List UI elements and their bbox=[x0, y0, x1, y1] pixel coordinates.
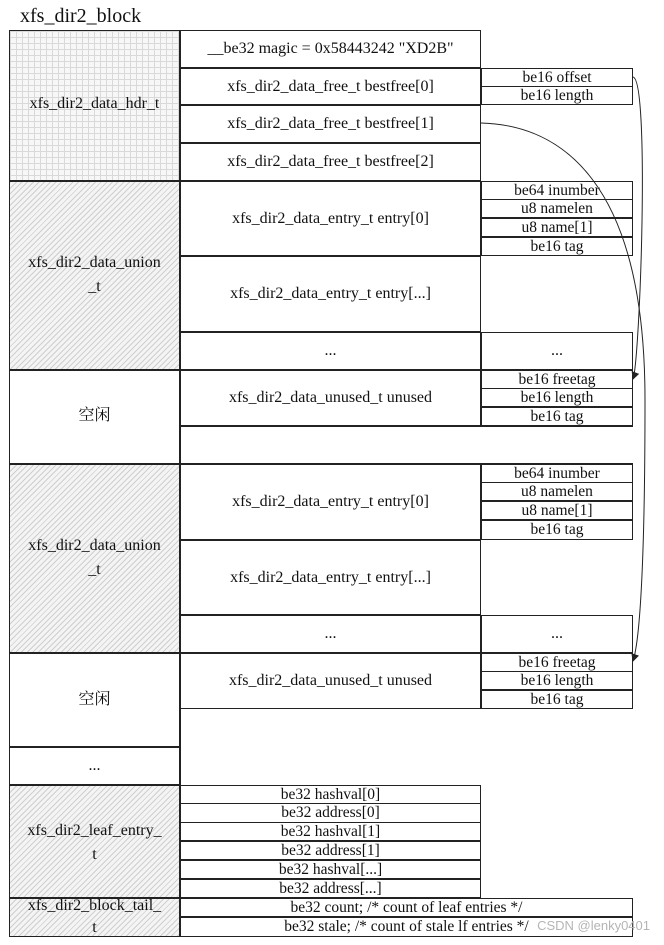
bestfree-0: xfs_dir2_data_free_t bestfree[0] bbox=[180, 68, 481, 105]
tail-stale: be32 stale; /* count of stale lf entries */ bbox=[180, 917, 633, 937]
unused-length-1: be16 length bbox=[481, 388, 633, 407]
entry-0-box-2: xfs_dir2_data_entry_t entry[0] bbox=[180, 464, 481, 540]
unused-tag-2: be16 tag bbox=[481, 690, 633, 709]
bestfree-1: xfs_dir2_data_free_t bestfree[1] bbox=[180, 105, 481, 143]
entry-ellipsis-right-2: ... bbox=[481, 615, 633, 653]
unused-freetag-1: be16 freetag bbox=[481, 370, 633, 389]
entry-n-box-2: xfs_dir2_data_entry_t entry[...] bbox=[180, 540, 481, 615]
arrow-bestfree1-to-unused2 bbox=[481, 123, 645, 661]
entry-tag-1: be16 tag bbox=[481, 237, 633, 256]
entry-n-box-1: xfs_dir2_data_entry_t entry[...] bbox=[180, 256, 481, 332]
leaf-address-1: be32 address[1] bbox=[180, 841, 481, 860]
unused-length-2: be16 length bbox=[481, 671, 633, 690]
diagram-title: xfs_dir2_block bbox=[20, 5, 142, 27]
entry-0-box-1: xfs_dir2_data_entry_t entry[0] bbox=[180, 181, 481, 256]
entry-inumber-2: be64 inumber bbox=[481, 464, 633, 483]
mid-ellipsis: ... bbox=[88, 757, 101, 774]
tail-count: be32 count; /* count of leaf entries */ bbox=[180, 898, 633, 917]
magic-field: __be32 magic = 0x58443242 "XD2B" bbox=[180, 30, 481, 68]
entry-namelen-1: u8 namelen bbox=[481, 199, 633, 218]
entry-tag-2: be16 tag bbox=[481, 520, 633, 540]
entry-name-1: u8 name[1] bbox=[481, 218, 633, 237]
free-length-field: be16 length bbox=[481, 86, 633, 105]
watermark: CSDN @lenky0401 bbox=[537, 918, 650, 933]
unused-box-2: xfs_dir2_data_unused_t unused bbox=[180, 653, 481, 709]
leaf-hashval-1: be32 hashval[1] bbox=[180, 822, 481, 841]
leaf-address-n: be32 address[...] bbox=[180, 879, 481, 898]
free-label-2: 空闲 bbox=[78, 691, 111, 708]
leaf-hashval-0: be32 hashval[0] bbox=[180, 785, 481, 804]
unused-tag-1: be16 tag bbox=[481, 407, 633, 426]
free-offset-field: be16 offset bbox=[481, 68, 633, 87]
bestfree-2: xfs_dir2_data_free_t bestfree[2] bbox=[180, 143, 481, 181]
unused-freetag-2: be16 freetag bbox=[481, 653, 633, 672]
union-label-1: xfs_dir2_data_union _t bbox=[28, 254, 161, 295]
unused-box-1: xfs_dir2_data_unused_t unused bbox=[180, 370, 481, 426]
entry-namelen-2: u8 namelen bbox=[481, 482, 633, 501]
tail-label: xfs_dir2_block_tail_ t bbox=[27, 897, 162, 936]
arrow-bestfree0-to-unused1 bbox=[633, 77, 642, 379]
entry-ellipsis-right-1: ... bbox=[481, 332, 633, 370]
leaf-label: xfs_dir2_leaf_entry_ t bbox=[27, 822, 162, 863]
entry-ellipsis-1: ... bbox=[180, 332, 481, 370]
leaf-address-0: be32 address[0] bbox=[180, 803, 481, 823]
hdr-label: xfs_dir2_data_hdr_t bbox=[29, 95, 160, 112]
union-label-2: xfs_dir2_data_union _t bbox=[28, 537, 161, 578]
free-label-1: 空闲 bbox=[78, 407, 111, 424]
entry-name-2: u8 name[1] bbox=[481, 501, 633, 520]
entry-ellipsis-2: ... bbox=[180, 615, 481, 653]
entry-inumber-1: be64 inumber bbox=[481, 181, 633, 200]
leaf-hashval-n: be32 hashval[...] bbox=[180, 860, 481, 879]
